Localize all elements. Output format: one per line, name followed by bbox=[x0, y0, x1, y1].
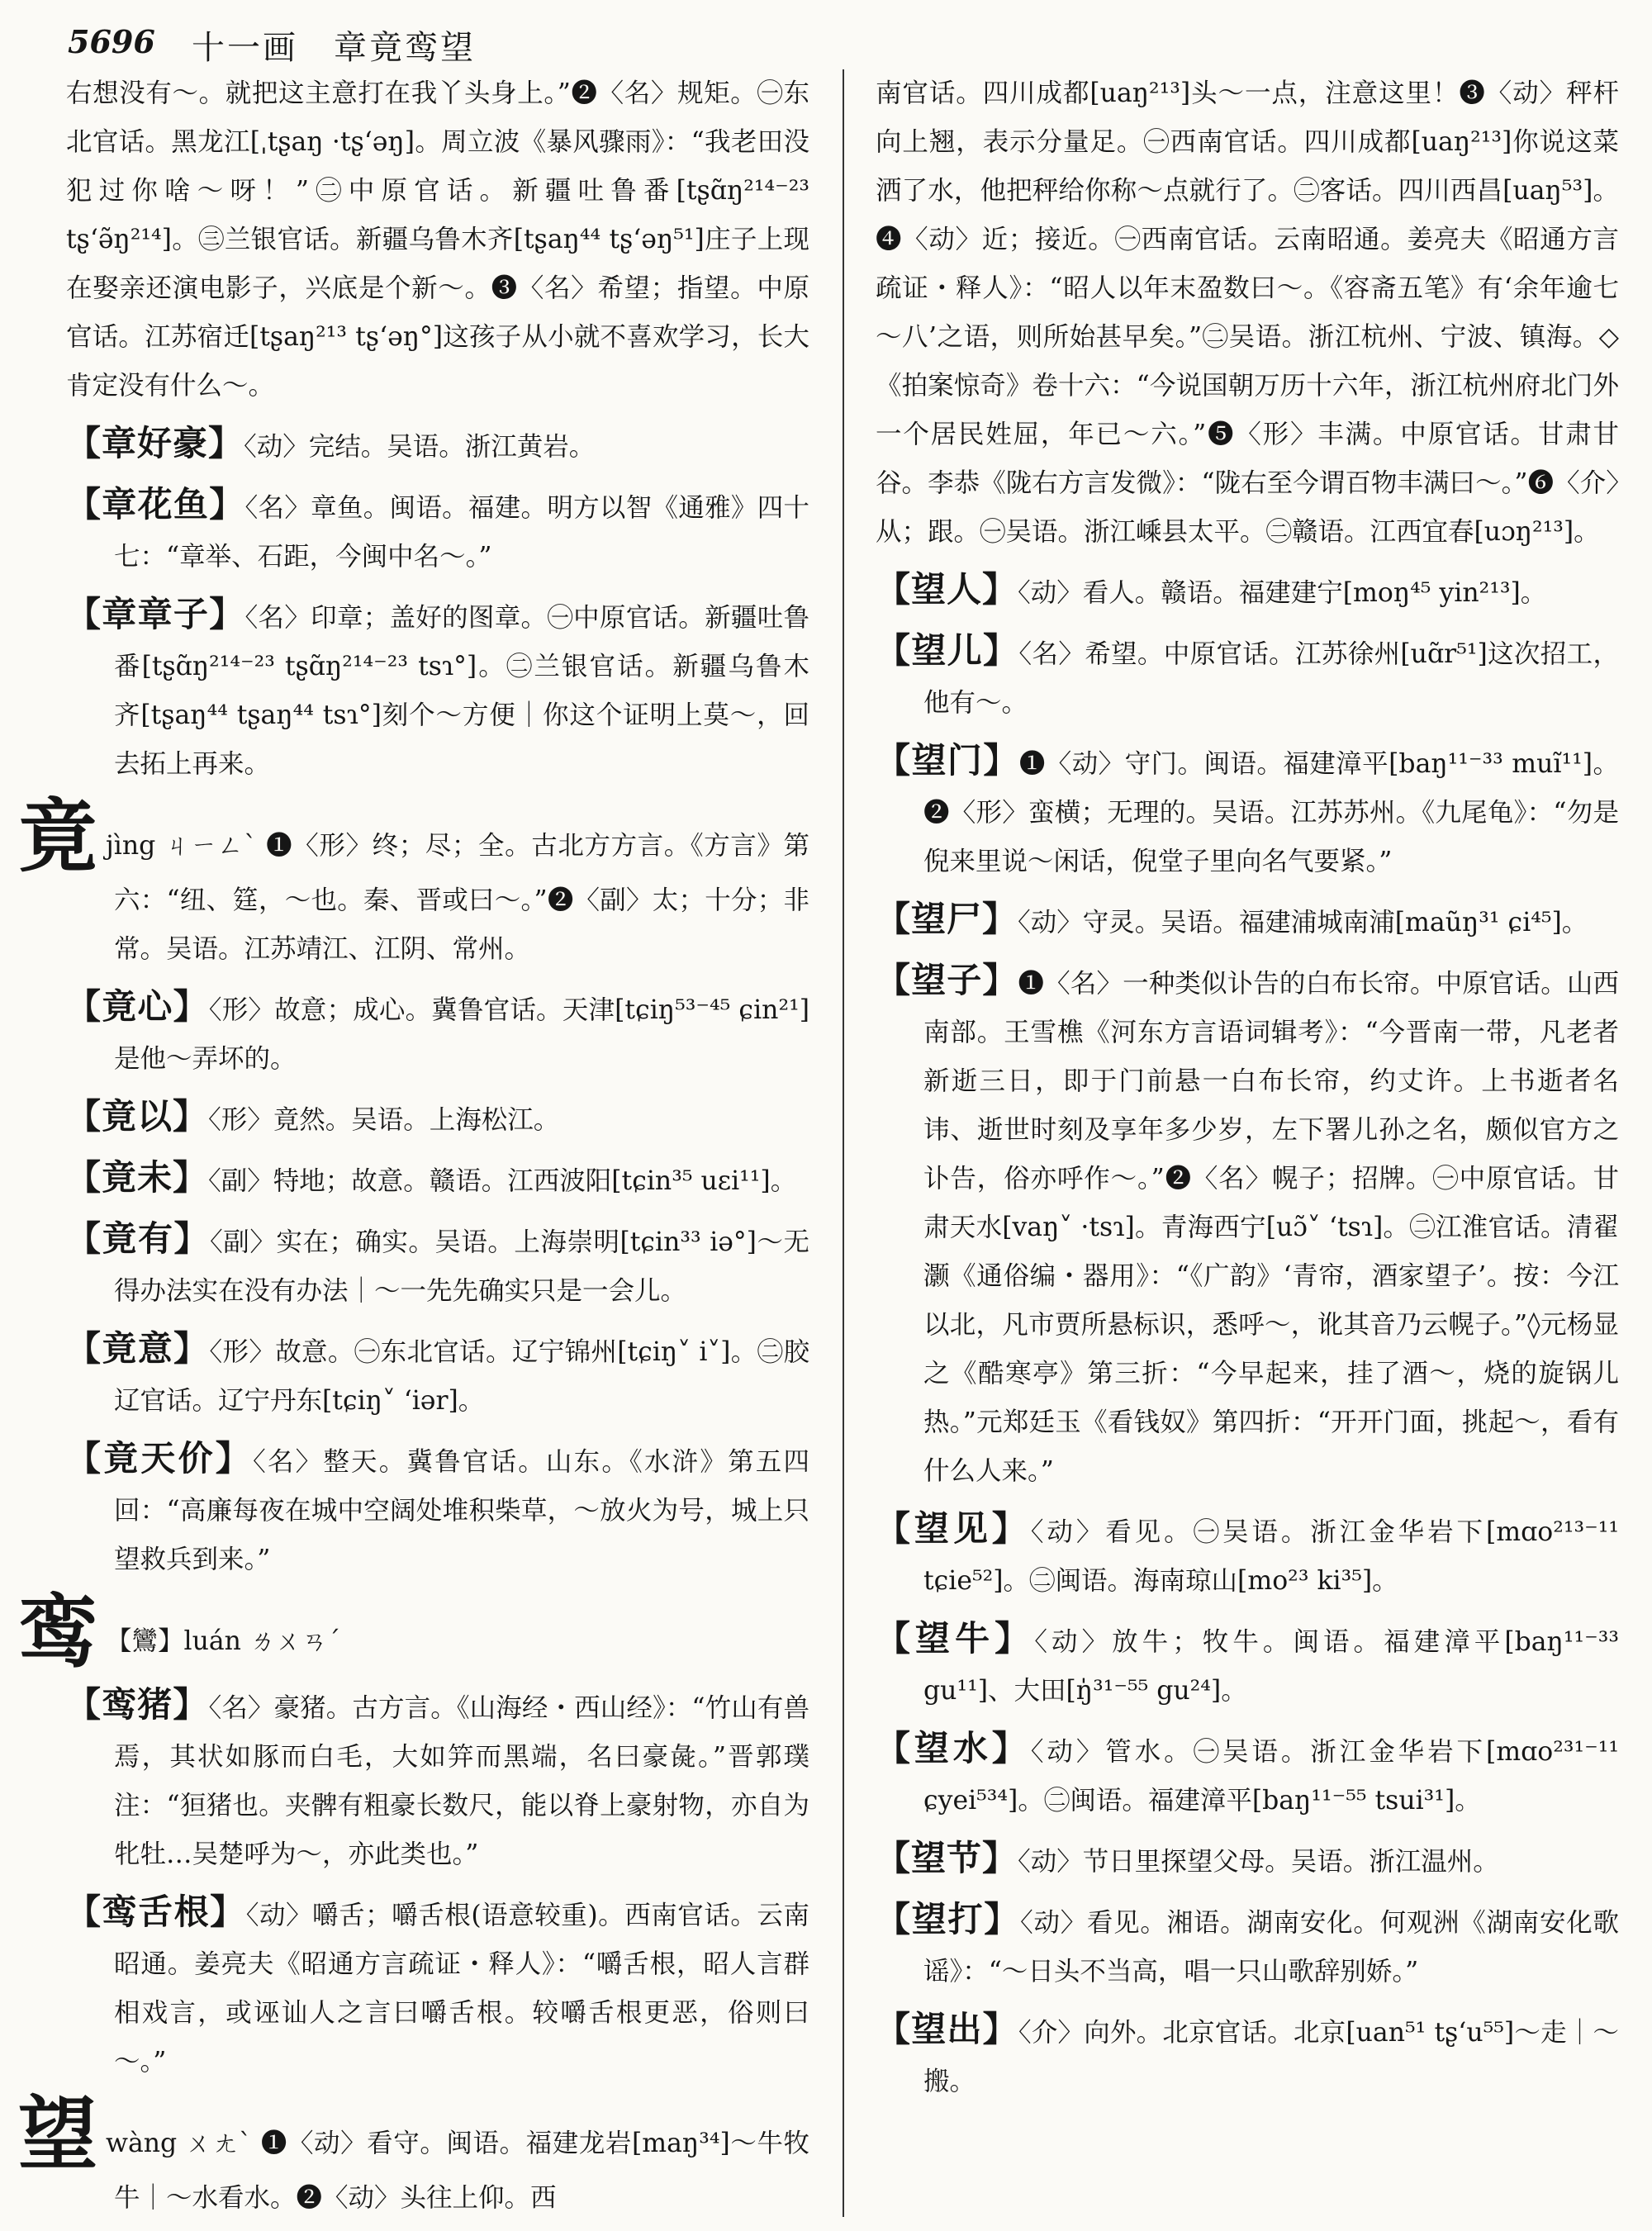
head-character: 望 bbox=[18, 2087, 97, 2181]
entry-luan-she-gen: 【鸾舌根】〈动〉嚼舌；嚼舌根(语意较重)。西南官话。云南昭通。姜亮夫《昭通方言疏证・释人》：“嚼舌根，昭人言群相戏言，或诬讪人之言曰嚼舌根。较嚼舌根更恶，俗则曰～。” bbox=[66, 1892, 809, 2077]
entry-zhang-hao-hao: 【章好豪】〈动〉完结。吴语。浙江黄岩。 bbox=[66, 423, 596, 463]
headword: 【章花鱼】 bbox=[66, 484, 245, 525]
entry-wang-er: 【望儿】〈名〉希望。中原官话。江苏徐州[uɑ̃r⁵¹]这次招工，他有～。 bbox=[876, 630, 1619, 718]
entry-jing-xin: 【竟心】〈形〉故意；成心。冀鲁官话。天津[tɕiŋ⁵³⁻⁴⁵ ɕin²¹]是他～弄坏的。 bbox=[66, 986, 809, 1074]
headword: 【竟以】 bbox=[66, 1096, 209, 1137]
headword: 【望儿】 bbox=[876, 630, 1019, 671]
entry-wang-ren: 【望人】〈动〉看人。赣语。福建建宁[moŋ⁴⁵ yin²¹³]。 bbox=[876, 569, 1547, 610]
headword: 【望水】 bbox=[876, 1728, 1031, 1768]
headword: 【章好豪】 bbox=[66, 423, 244, 463]
head-character: 竟 bbox=[18, 790, 97, 883]
entry-wang-da: 【望打】〈动〉看见。湘语。湖南安化。何观洲《湖南安化歌谣》：“～日头不当高，唱一只山歌辞别娇。” bbox=[876, 1899, 1619, 1987]
continuation-paragraph: 南官话。四川成都[uaŋ²¹³]头～一点，注意这里！❸〈动〉秤杆向上翘，表示分量足。㊀西南官话。四川成都[uaŋ²¹³]你说这菜洒了水，他把秤给你称～点就行了。㊁客话。四川西昌[uaŋ⁵³]。❹〈动〉近；接近。㊀西南官话。云南昭通。姜亮夫《昭通方言疏证・释人》：“昭人以年末盈数曰～。《容斋五笔》有‘余年逾七～八’之语，则所始甚早矣。”㊁吴语。浙江杭州、宁波、镇海。◇《拍案惊奇》卷十六：“今说国朝万历十六年，浙江杭州府北门外一个居民姓屈，年已～六。”❺〈形〉丰满。中原官话。甘肃甘谷。李恭《陇右方言发微》：“陇右至今谓百物丰满曰～。”❻〈介〉从；跟。㊀吴语。浙江嵊县太平。㊁赣语。江西宜春[uɔŋ²¹³]。 bbox=[876, 78, 1619, 547]
headword: 【竟未】 bbox=[66, 1157, 209, 1198]
headword: 【望门】 bbox=[876, 740, 1019, 781]
headword: 【望子】 bbox=[876, 960, 1018, 1000]
headword: 【望节】 bbox=[876, 1838, 1018, 1878]
entry-wang-shui: 【望水】〈动〉管水。㊀吴语。浙江金华岩下[mɑo²³¹⁻¹¹ ɕyei⁵³⁴]。㊁闽语。福建漳平[baŋ¹¹⁻⁵⁵ tsui³¹]。 bbox=[876, 1728, 1619, 1816]
entry-wang-men: 【望门】❶〈动〉守门。闽语。福建漳平[baŋ¹¹⁻³³ muĩ¹¹]。❷〈形〉蛮横；无理的。吴语。江苏苏州。《九尾龟》：“勿是倪来里说～闲话，倪堂子里向名气要紧。” bbox=[876, 740, 1619, 876]
entry-zhang-zhang-zi: 【章章子】〈名〉印章；盖好的图章。㊀中原官话。新疆吐鲁番[tʂɑ̃ŋ²¹⁴⁻²³ tʂɑ̃ŋ²¹⁴⁻²³ tsɿ°]。㊁兰银官话。新疆乌鲁木齐[tʂaŋ⁴⁴ tʂaŋ⁴⁴ tsɿ°]刻个～方便｜你这个证明上莫～，回去拓上再来。 bbox=[66, 594, 809, 779]
entry-wang-shi: 【望尸】〈动〉守灵。吴语。福建浦城南浦[maũŋ³¹ ɕi⁴⁵]。 bbox=[876, 899, 1588, 939]
headword: 【望人】 bbox=[876, 569, 1018, 610]
entry-wang-zi: 【望子】❶〈名〉一种类似讣告的白布长帘。中原官话。山西南部。王雪樵《河东方言语词辑考》：“今晋南一带，凡老者新逝三日，即于门前悬一白布长帘，约丈许。上书逝者名讳、逝世时刻及享年多少岁，左下署儿孙之名，颇似官方之讣告，俗亦呼作～。”❷〈名〉幌子；招牌。㊀中原官话。甘肃天水[vaŋ˅ ·tsɿ]。青海西宁[uɔ̃˅ ‘tsɿ]。㊁江淮官话。清翟灏《通俗编・器用》：“《广韵》‘青帘，酒家望子’。按：今江以北，凡市贾所悬标识，悉呼～，讹其音乃云幌子。”◊元杨显之《酷寒亭》第三折：“今早起来，挂了酒～，烧的旋锅儿热。”元郑廷玉《看钱奴》第四折：“开开门面，挑起～，看有什么人来。” bbox=[876, 960, 1619, 1486]
running-head: 十一画 章竟鸾望 bbox=[192, 29, 476, 67]
headword: 【鸾猪】 bbox=[66, 1684, 209, 1725]
headword: 【竟天价】 bbox=[66, 1438, 253, 1479]
entry-wang-jian: 【望见】〈动〉看见。㊀吴语。浙江金华岩下[mɑo²¹³⁻¹¹ tɕie⁵²]。㊁闽语。海南琼山[mo²³ ki³⁵]。 bbox=[876, 1508, 1619, 1596]
entry-jing-you: 【竟有】〈副〉实在；确实。吴语。上海崇明[tɕin³³ iə°]～无得办法实在没有办法｜～一先先确实只是一会儿。 bbox=[66, 1218, 809, 1306]
headword: 【竟有】 bbox=[66, 1218, 211, 1259]
head-character: 鸾 bbox=[18, 1585, 97, 1678]
entry-jing-tian-jia: 【竟天价】〈名〉整天。冀鲁官话。山东。《水浒》第五四回：“高廉每夜在城中空阔处堆积柴草，～放火为号，城上只望救兵到来。” bbox=[66, 1438, 809, 1574]
page-header bbox=[68, 15, 1621, 73]
head-character-wang: 望wàng ㄨㄤˋ ❶〈动〉看守。闽语。福建龙岩[maŋ³⁴]～牛牧牛｜～水看水。❷〈动〉头往上仰。西 bbox=[18, 2087, 809, 2213]
headword: 【竟意】 bbox=[66, 1328, 210, 1369]
entry-zhang-hua-yu: 【章花鱼】〈名〉章鱼。闽语。福建。明方以智《通雅》四十七：“章举、石距，今闽中名～。” bbox=[66, 484, 809, 572]
entry-wang-niu: 【望牛】〈动〉放牛；牧牛。闽语。福建漳平[baŋ¹¹⁻³³ gu¹¹]、大田[ŋ̍³¹⁻⁵⁵ gu²⁴]。 bbox=[876, 1618, 1619, 1706]
headword: 【望出】 bbox=[876, 2009, 1018, 2049]
column-divider bbox=[843, 69, 844, 2217]
right-column bbox=[876, 69, 1619, 2115]
entry-wang-chu: 【望出】〈介〉向外。北京官话。北京[uan⁵¹ tʂ‘u⁵⁵]～走｜～搬。 bbox=[876, 2009, 1619, 2096]
entry-wang-jie: 【望节】〈动〉节日里探望父母。吴语。浙江温州。 bbox=[876, 1838, 1499, 1878]
continuation-paragraph: 右想没有～。就把这主意打在我丫头身上。”❷〈名〉规矩。㊀东北官话。黑龙江[ˌtʂaŋ ·tʂ‘əŋ]。周立波《暴风骤雨》：“我老田没犯过你啥～呀！”㊁中原官话。新疆吐鲁番[tʂɑ̃ŋ²¹⁴⁻²³ tʂ‘ə̃ŋ²¹⁴]。㊂兰银官话。新疆乌鲁木齐[tʂaŋ⁴⁴ tʂ‘əŋ⁵¹]庄子上现在娶亲还演电影子，兴底是个新～。❸〈名〉希望；指望。中原官话。江苏宿迁[tʂaŋ²¹³ tʂ‘əŋ°]这孩子从小就不喜欢学习，长大肯定没有什么～。 bbox=[66, 78, 809, 401]
headword: 【望打】 bbox=[876, 1899, 1020, 1939]
headword: 【望牛】 bbox=[876, 1618, 1035, 1659]
entry-luan-zhu: 【鸾猪】〈名〉豪猪。古方言。《山海经・西山经》：“竹山有兽焉，其状如豚而白毛，大如笄而黑端，名曰豪彘。”晋郭璞注：“狟猪也。夹髀有粗豪长数尺，能以脊上豪射物，亦自为牝牡…吴楚呼为～，亦此类也。” bbox=[66, 1684, 809, 1869]
entry-jing-wei: 【竟未】〈副〉特地；故意。赣语。江西波阳[tɕin³⁵ uɛi¹¹]。 bbox=[66, 1157, 797, 1198]
left-column bbox=[18, 69, 809, 2231]
entry-jing-yi: 【竟以】〈形〉竟然。吴语。上海松江。 bbox=[66, 1096, 560, 1137]
headword: 【望见】 bbox=[876, 1508, 1031, 1549]
page-number: 5696 bbox=[68, 23, 155, 60]
head-character-luan: 鸾 【鸞】luán ㄌㄨㄢˊ bbox=[18, 1585, 341, 1678]
headword: 【章章子】 bbox=[66, 594, 245, 634]
head-character-jing: 竟jìng ㄐㄧㄥˋ ❶〈形〉终；尽；全。古北方方言。《方言》第六：“纽、筳，～也。秦、晋或曰～。”❷〈副〉太；十分；非常。吴语。江苏靖江、江阴、常州。 bbox=[18, 790, 809, 964]
headword: 【竟心】 bbox=[66, 986, 209, 1027]
entry-jing-yi-intent: 【竟意】〈形〉故意。㊀东北官话。辽宁锦州[tɕiŋ˅ i˅]。㊁胶辽官话。辽宁丹东[tɕiŋ˅ ‘iər]。 bbox=[66, 1328, 809, 1416]
headword: 【望尸】 bbox=[876, 899, 1018, 939]
headword: 【鸾舌根】 bbox=[66, 1892, 246, 1932]
